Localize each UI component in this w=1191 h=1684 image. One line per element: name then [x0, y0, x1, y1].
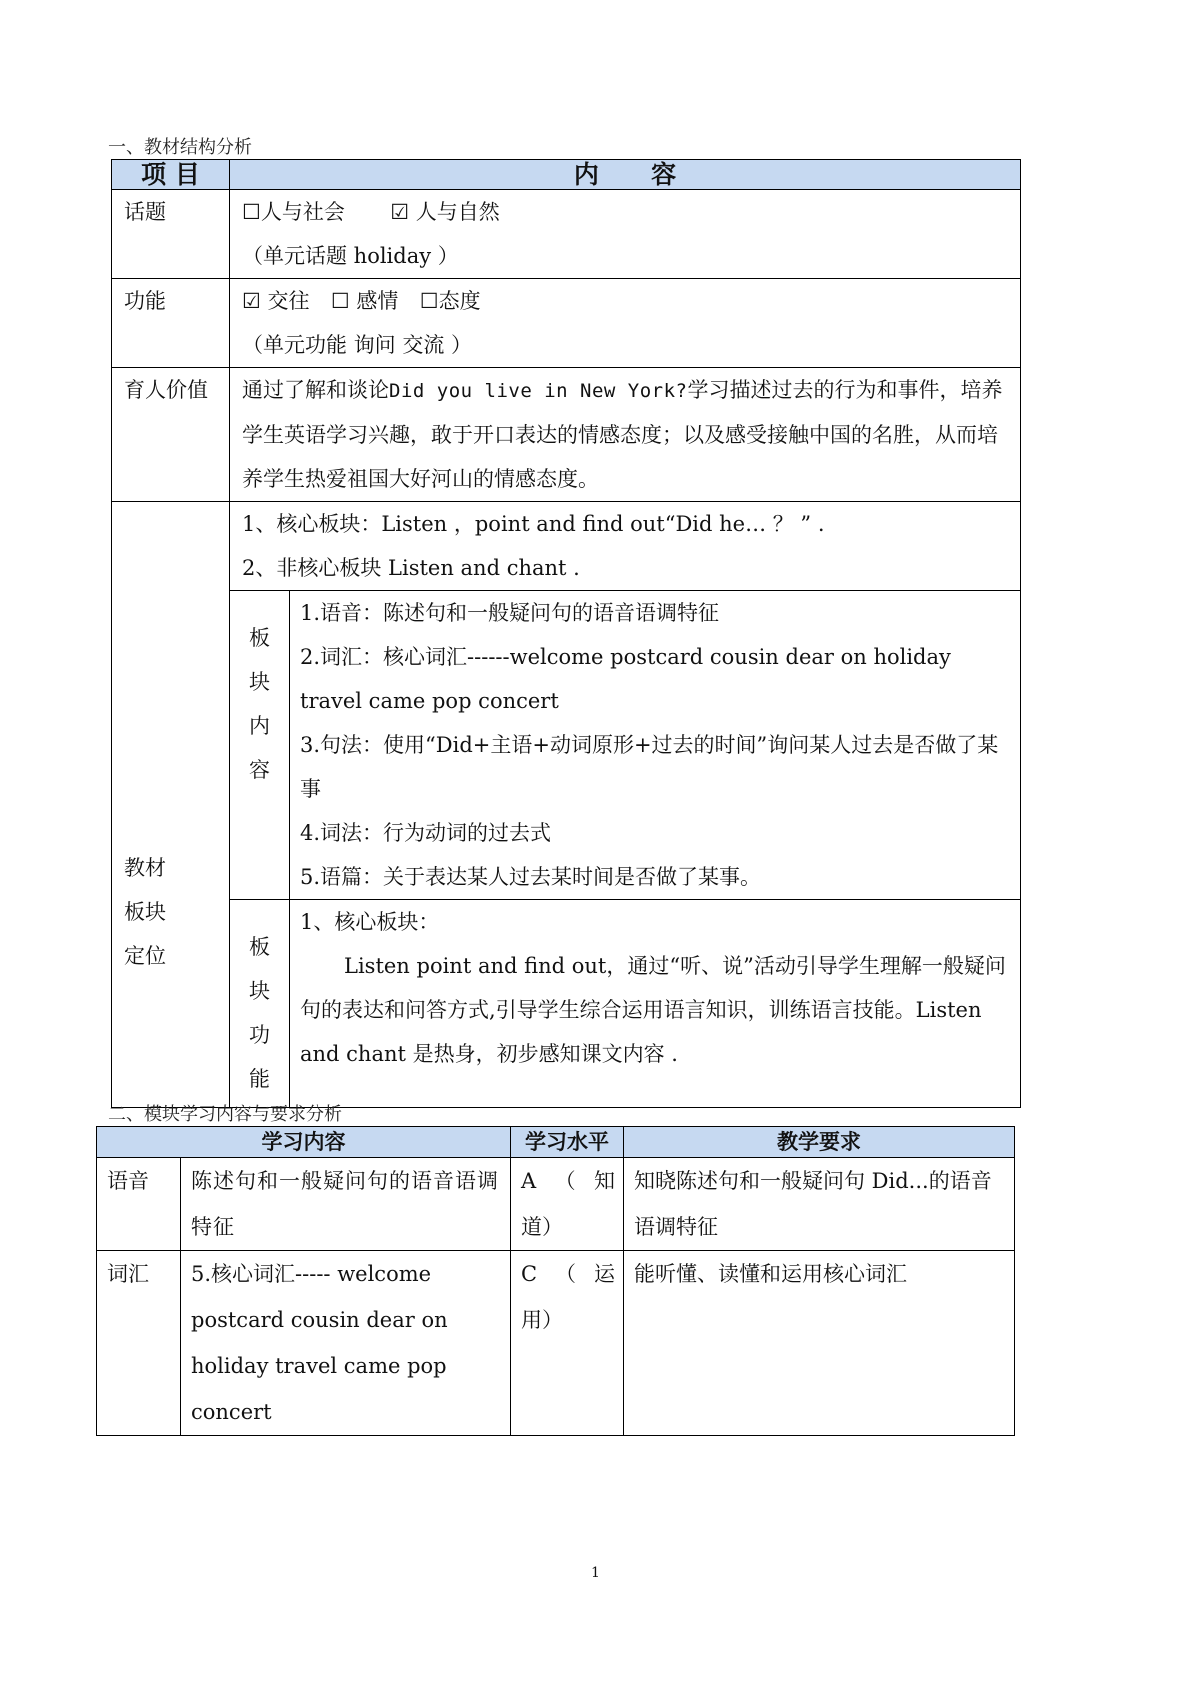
position-label-2: 板块	[124, 900, 166, 924]
function-note: （单元功能 询问 交流 ）	[242, 333, 473, 357]
topic-note: （单元话题 holiday ）	[242, 244, 459, 268]
topic-cell	[230, 190, 1021, 279]
content-item-morphology: 4.词法：行为动词的过去式	[300, 821, 552, 845]
header-teaching-requirement: 教学要求	[624, 1127, 1015, 1158]
value-text-example: Did you live in New York?	[389, 380, 688, 402]
noncore-module: 2、非核心板块 Listen and chant .	[242, 556, 580, 580]
row-phonetics-content: 陈述句和一般疑问句的语音语调特征	[181, 1158, 511, 1251]
function-option-attitude: ☐态度	[419, 289, 481, 313]
content-item-phonetics: 1.语音：陈述句和一般疑问句的语音语调特征	[300, 601, 720, 625]
module-function-label: 板 块 功 能	[230, 900, 290, 1108]
row-vocabulary-content: 5.核心词汇----- welcome postcard cousin dear on holiday travel came pop concert	[181, 1251, 511, 1436]
header-content: 内 容	[230, 160, 1021, 190]
function-label: 功能	[112, 279, 230, 368]
row-vocabulary-requirement: 能听懂、读懂和运用核心词汇	[624, 1251, 1015, 1436]
content-item-discourse: 5.语篇：关于表达某人过去某时间是否做了某事。	[300, 865, 762, 889]
topic-option-society: ☐人与社会	[242, 200, 345, 224]
row-phonetics-level: A （ 知 道）	[511, 1158, 624, 1251]
row-vocabulary-category: 词汇	[97, 1251, 181, 1436]
position-label	[112, 502, 230, 1108]
page-number: 1	[591, 1565, 600, 1581]
value-text-post: 学习描述过去的行为和事件，培养学生英语学习兴趣，敢于开口表达的情感态度；以及感受接触中国的名胜，从而培养学生热爱祖国大好河山的情感态度。	[242, 378, 1003, 491]
function-option-emotion: ☐ 感情	[330, 289, 399, 313]
position-overview	[230, 502, 1021, 591]
module-content-list	[290, 591, 1021, 900]
topic-option-nature: ☑ 人与自然	[390, 200, 500, 224]
function-core-title: 1、核心板块：	[300, 910, 440, 934]
function-core-desc: Listen point and find out，通过“听、说”活动引导学生理解一般疑问句的表达和问答方式,引导学生综合运用语言知识，训练语言技能。Listen and chant 是热身，初步感知课文内容 .	[300, 954, 1006, 1066]
position-label-1: 教材	[124, 856, 166, 880]
header-learning-level: 学习水平	[511, 1127, 624, 1158]
core-module: 1、核心板块：Listen ，point and find out“Did he… ？ ” .	[242, 512, 825, 536]
section1-title: 一、教材结构分析	[108, 137, 252, 158]
function-cell	[230, 279, 1021, 368]
module-content-label: 板 块 内 容	[230, 591, 290, 900]
header-item: 项 目	[112, 160, 230, 190]
position-label-3: 定位	[124, 944, 166, 968]
value-text	[230, 368, 1021, 502]
learning-requirements-table	[96, 1126, 1015, 1436]
content-item-syntax: 3.句法：使用“Did+主语+动词原形+过去的时间”询问某人过去是否做了某事	[300, 733, 999, 801]
section2-title: 二、模块学习内容与要求分析	[108, 1104, 342, 1125]
value-label: 育人价值	[112, 368, 230, 502]
function-option-communication: ☑ 交往	[242, 289, 310, 313]
value-text-pre: 通过了解和谈论	[242, 378, 389, 402]
topic-label: 话题	[112, 190, 230, 279]
header-learning-content: 学习内容	[97, 1127, 511, 1158]
content-item-vocabulary: 2.词汇：核心词汇------welcome postcard cousin dear on holiday travel came pop concert	[300, 645, 951, 713]
textbook-structure-table	[111, 159, 1021, 1108]
row-phonetics-requirement: 知晓陈述句和一般疑问句 Did...的语音语调特征	[624, 1158, 1015, 1251]
row-vocabulary-level: C （ 运 用）	[511, 1251, 624, 1436]
module-function-text	[290, 900, 1021, 1108]
row-phonetics-category: 语音	[97, 1158, 181, 1251]
